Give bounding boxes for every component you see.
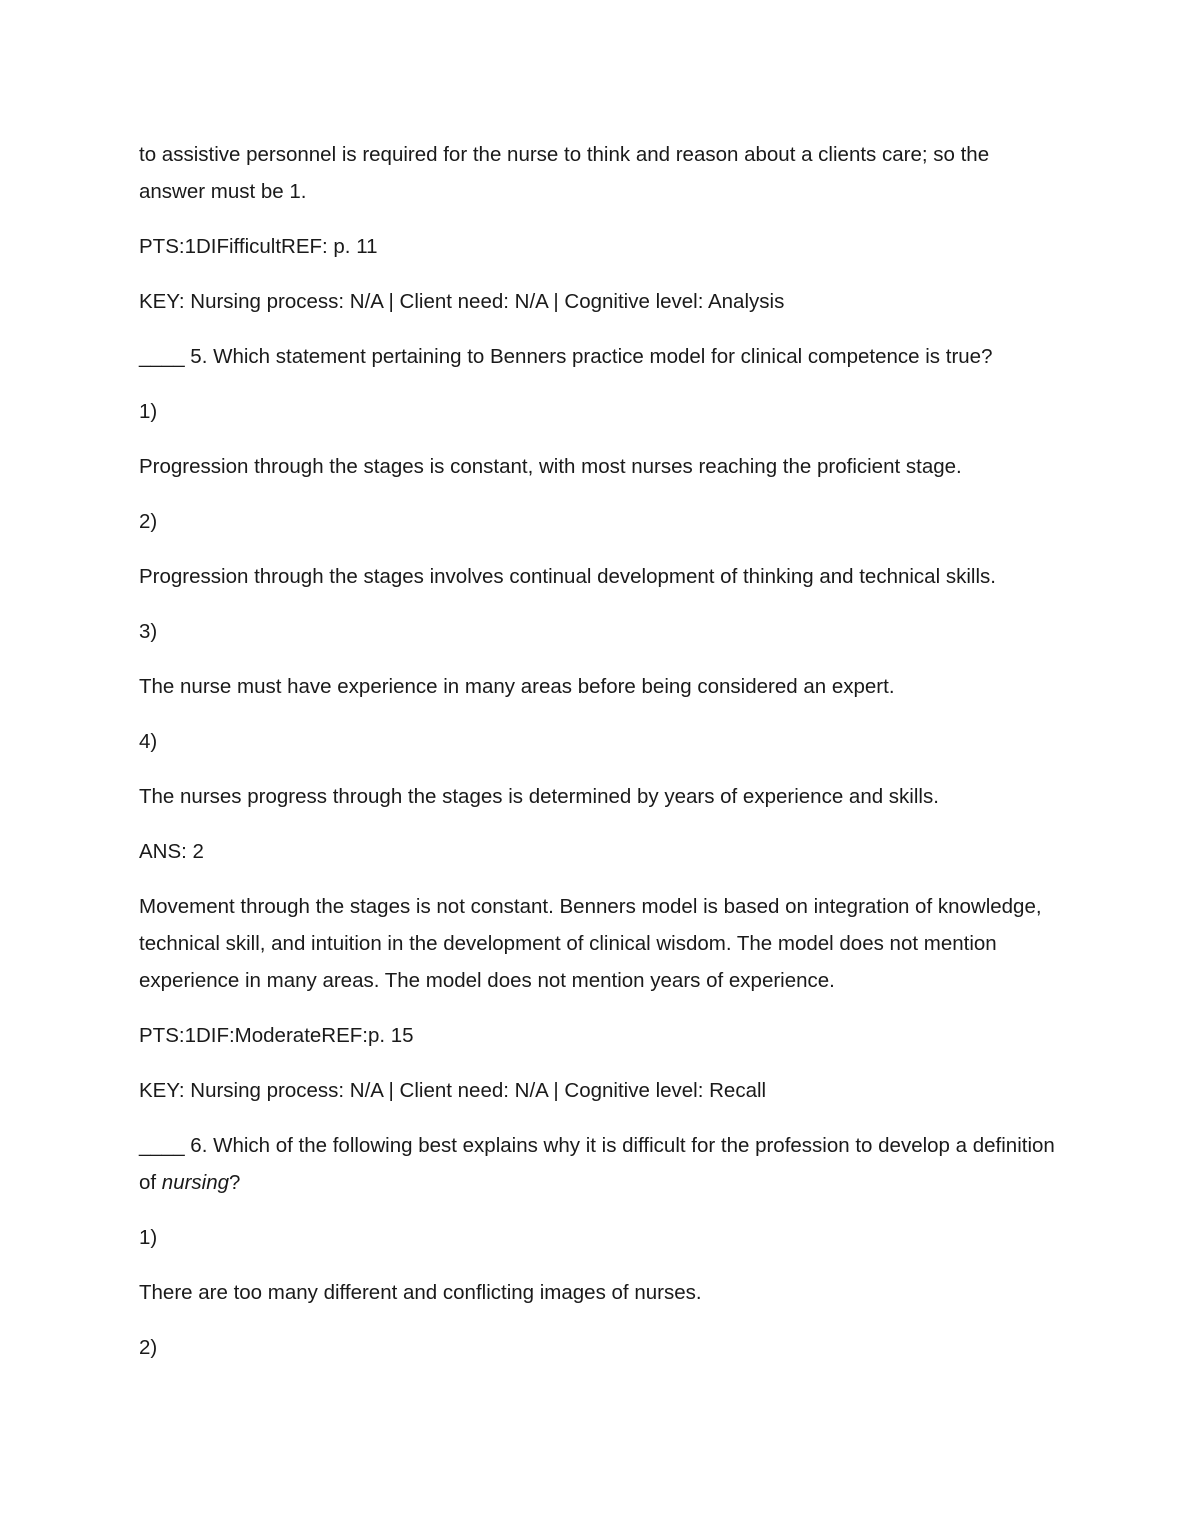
q5-option-2-number: 2) — [139, 510, 158, 533]
q6-stem-end: ? — [229, 1171, 241, 1194]
q4-pts-line: PTS:1DIFifficultREF: p. 11 — [139, 235, 378, 258]
q5-option-2-text: Progression through the stages involves continual development of thinking and technical skills. — [139, 565, 996, 588]
q6-option-1-text: There are too many different and conflicting images of nurses. — [139, 1281, 702, 1304]
q5-option-1-number: 1) — [139, 400, 158, 423]
q5-option-4-text: The nurses progress through the stages is determined by years of experience and skills. — [139, 785, 939, 808]
q6-stem-main: ____ 6. Which of the following best explains why it is difficult for the profession to develop a definition of — [139, 1134, 1055, 1194]
q5-option-4-number: 4) — [139, 730, 158, 753]
q5-option-3-number: 3) — [139, 620, 158, 643]
q4-key-line: KEY: Nursing process: N/A | Client need: N/A | Cognitive level: Analysis — [139, 290, 785, 313]
q6-stem-italic: nursing — [161, 1171, 230, 1194]
q6-option-2-number: 2) — [139, 1336, 158, 1359]
continuation-text: to assistive personnel is required for the nurse to think and reason about a clients care; so the answer must be 1. — [139, 143, 990, 203]
q5-option-3-text: The nurse must have experience in many areas before being considered an expert. — [139, 675, 895, 698]
q5-pts-line: PTS:1DIF:ModerateREF:p. 15 — [139, 1024, 414, 1047]
document-page — [139, 136, 1059, 1384]
q5-option-1-text: Progression through the stages is constant, with most nurses reaching the proficient stage. — [139, 455, 962, 478]
q6-option-1-number: 1) — [139, 1226, 158, 1249]
q5-rationale: Movement through the stages is not constant. Benners model is based on integration of knowledge, technical skill, and intuition in the development of clinical wisdom. The model does not mention experience in many areas. The model does not mention years of experience. — [139, 895, 1042, 992]
q5-key-line: KEY: Nursing process: N/A | Client need: N/A | Cognitive level: Recall — [139, 1079, 767, 1102]
q6-stem — [139, 1127, 1059, 1201]
q5-answer: ANS: 2 — [139, 840, 204, 863]
q5-stem: ____ 5. Which statement pertaining to Benners practice model for clinical competence is true? — [139, 345, 993, 368]
